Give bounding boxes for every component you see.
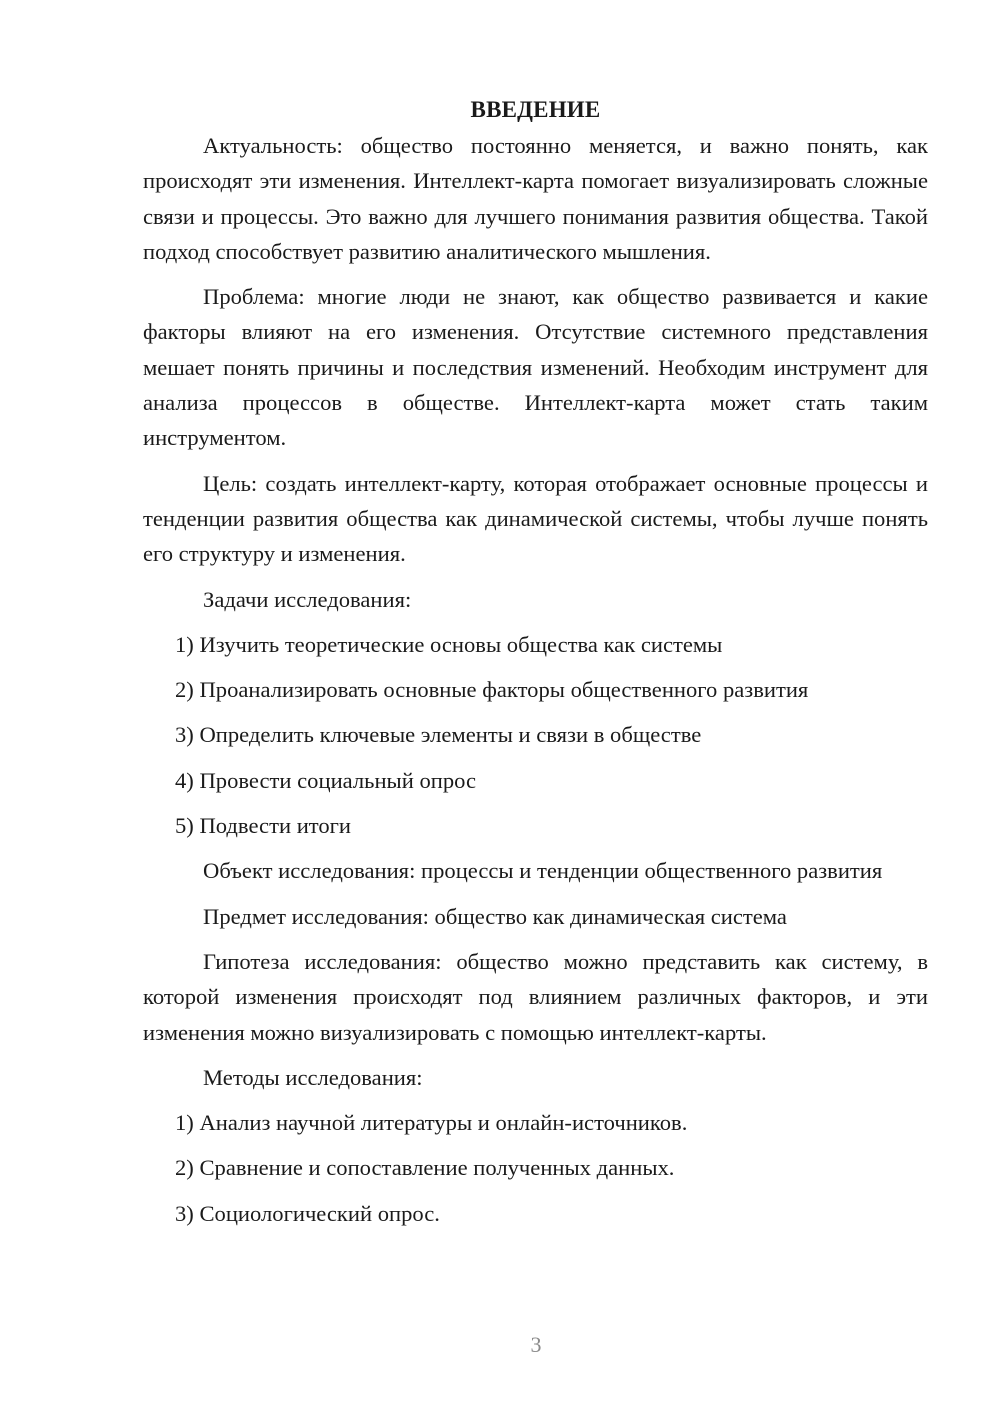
problem-paragraph: Проблема: многие люди не знают, как общество развивается и какие факторы влияют на его изменения. Отсутствие системного представления мешает понять причины и последствия изменений. Необходим инструмент для анализа процессов в обществе. Интеллект-карта может стать таким инструментом. xyxy=(143,284,928,451)
page-number: 3 xyxy=(530,1332,542,1357)
section-title: ВВЕДЕНИЕ xyxy=(470,97,601,122)
tasks-list xyxy=(143,627,928,843)
task-item: 4) Провести социальный опрос xyxy=(175,767,477,793)
method-item: 2) Сравнение и сопоставление полученных данных. xyxy=(175,1155,675,1181)
task-item: 1) Изучить теоретические основы общества как системы xyxy=(175,631,723,657)
task-item: 3) Определить ключевые элементы и связи в обществе xyxy=(175,722,702,748)
task-item: 5) Подвести итоги xyxy=(175,813,352,839)
hypothesis-paragraph: Гипотеза исследования: общество можно представить как систему, в которой изменения происходят под влиянием различных факторов, и эти изменения можно визуализировать с помощью интеллект-карты. xyxy=(143,948,928,1045)
method-item: 3) Социологический опрос. xyxy=(175,1200,440,1226)
method-item: 1) Анализ научной литературы и онлайн-источников. xyxy=(175,1110,688,1136)
task-item: 2) Проанализировать основные факторы общественного развития xyxy=(175,677,809,703)
goal-paragraph: Цель: создать интеллект-карту, которая отображает основные процессы и тенденции развития общества как динамической системы, чтобы лучше понять его структуру и изменения. xyxy=(143,470,928,567)
tasks-heading: Задачи исследования: xyxy=(203,586,412,612)
object-paragraph: Объект исследования: процессы и тенденции общественного развития xyxy=(203,858,883,884)
methods-heading: Методы исследования: xyxy=(203,1064,423,1090)
subject-paragraph: Предмет исследования: общество как динамическая система xyxy=(203,903,787,929)
relevance-paragraph: Актуальность: общество постоянно меняется, и важно понять, как происходят эти изменения. Интеллект-карта помогает визуализировать сложные связи и процессы. Это важно для лучшего понимания развития общества. Такой подход способствует развитию аналитического мышления. xyxy=(143,133,928,264)
methods-list xyxy=(143,1105,928,1231)
document-page xyxy=(143,94,928,1241)
